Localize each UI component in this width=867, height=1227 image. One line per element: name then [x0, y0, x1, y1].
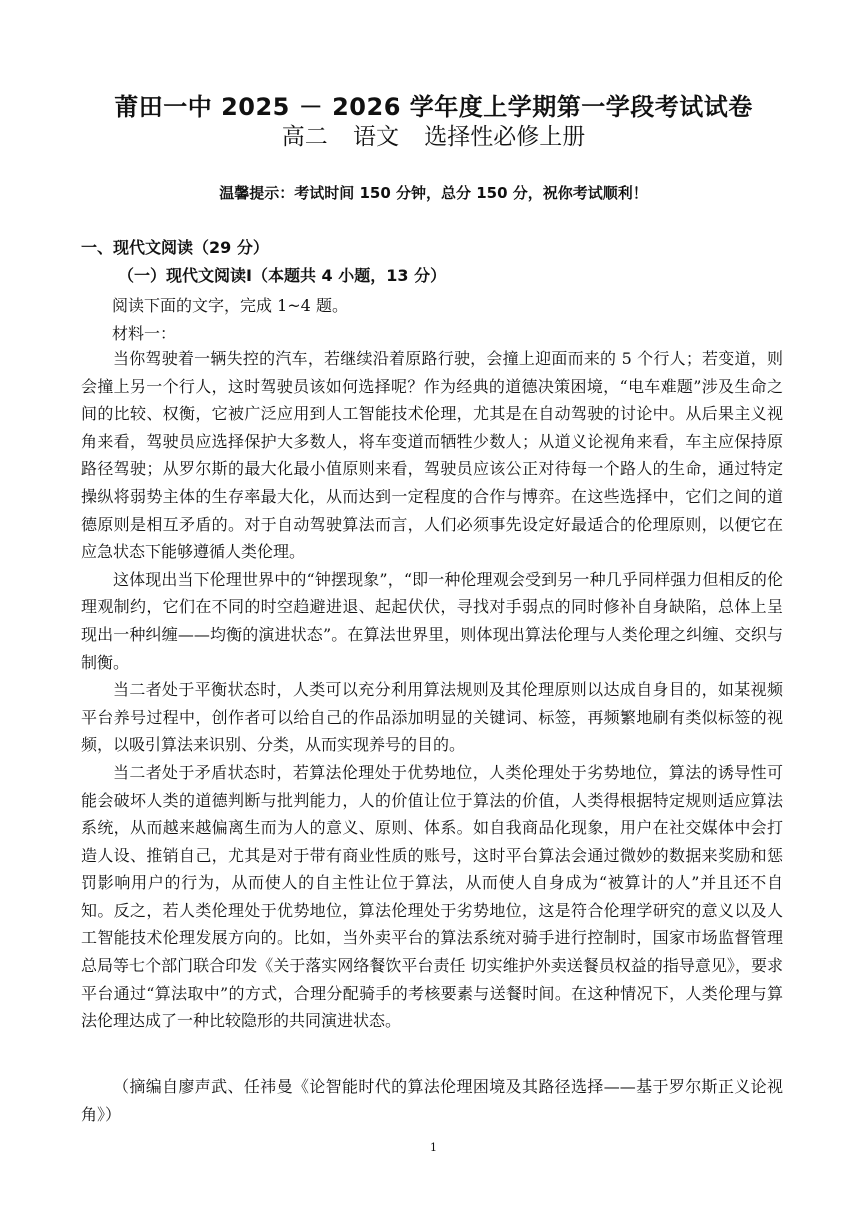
- paragraph-1: 当你驾驶着一辆失控的汽车，若继续沿着原路行驶，会撞上迎面而来的 5 个行人；若变道，则会撞上另一个行人，这时驾驶员该如何选择呢？作为经典的道德决策困境，“电车难题”涉及生命之间的比较、权衡，它被广泛应用到人工智能技术伦理，尤其是在自动驾驶的讨论中。从后果主义视角来看，驾驶员应选择保护大多数人，将车变道而牺牲少数人；从道义论视角来看，车主应保持原路径驾驶；从罗尔斯的最大化最小值原则来看，驾驶员应该公正对待每一个路人的生命，通过特定操纵将弱势主体的生存率最大化，从而达到一定程度的合作与博弈。在这些选择中，它们之间的道德原则是相互矛盾的。对于自动驾驶算法而言，人们必须事先设定好最适合的伦理原则，以便它在应急状态下能够遵循人类伦理。: [81, 349, 783, 562]
- exam-title: 莆田一中 2025 － 2026 学年度上学期第一学段考试试卷: [114, 93, 753, 121]
- paragraph-4: 当二者处于矛盾状态时，若算法伦理处于优势地位，人类伦理处于劣势地位，算法的诱导性可能会破坏人类的道德判断与批判能力，人的价值让位于算法的价值，人类得根据特定规则适应算法系统，从而越来越偏离生而为人的意义、原则、体系。如自我商品化现象，用户在社交媒体中会打造人设、推销自己，尤其是对于带有商业性质的账号，这时平台算法会通过微妙的数据来奖励和惩罚影响用户的行为，从而使人的自主性让位于算法，从而使人自身成为“被算计的人”并且还不自知。反之，若人类伦理处于优势地位，算法伦理处于劣势地位，这是符合伦理学研究的意义以及人工智能技术伦理发展方向的。比如，当外卖平台的算法系统对骑手进行控制时，国家市场监督管理总局等七个部门联合印发《关于落实网络餐饮平台责任 切实维护外卖送餐员权益的指导意见》，要求平台通过“算法取中”的方式，合理分配骑手的考核要素与送餐时间。在这种情况下，人类伦理与算法伦理达成了一种比较隐形的共同演进状态。: [81, 762, 783, 1031]
- subsection-title: （一）现代文阅读Ⅰ（本题共 4 小题，13 分）: [118, 266, 447, 285]
- material-source: （摘编自廖声武、任祎曼《论智能时代的算法伦理困境及其路径选择——基于罗尔斯正义论视角》）: [81, 1077, 783, 1124]
- reading-instruction: 阅读下面的文字，完成 1~4 题。: [112, 296, 348, 315]
- exam-tip: 温馨提示：考试时间 150 分钟，总分 150 分，祝你考试顺利！: [219, 184, 648, 202]
- material-body: [81, 345, 783, 1035]
- material-label: 材料一：: [112, 324, 177, 343]
- exam-subtitle: 高二 语文 选择性必修上册: [281, 124, 586, 150]
- paragraph-3: 当二者处于平衡状态时，人类可以充分利用算法规则及其伦理原则以达成自身目的，如某视频平台养号过程中，创作者可以给自己的作品添加明显的关键词、标签，再频繁地刷有类似标签的视频，以吸引算法来识别、分类，从而实现养号的目的。: [81, 680, 783, 755]
- section-title: 一、现代文阅读（29 分）: [81, 238, 269, 257]
- page-number: 1: [430, 1141, 437, 1154]
- paragraph-2: 这体现出当下伦理世界中的“钟摆现象”，“即一种伦理观会受到另一种几乎同样强力但相反的伦理观制约，它们在不同的时空趋避进退、起起伏伏，寻找对手弱点的同时修补自身缺陷，总体上呈现出一种纠缠——均衡的演进状态”。在算法世界里，则体现出算法伦理与人类伦理之纠缠、交织与制衡。: [81, 569, 783, 672]
